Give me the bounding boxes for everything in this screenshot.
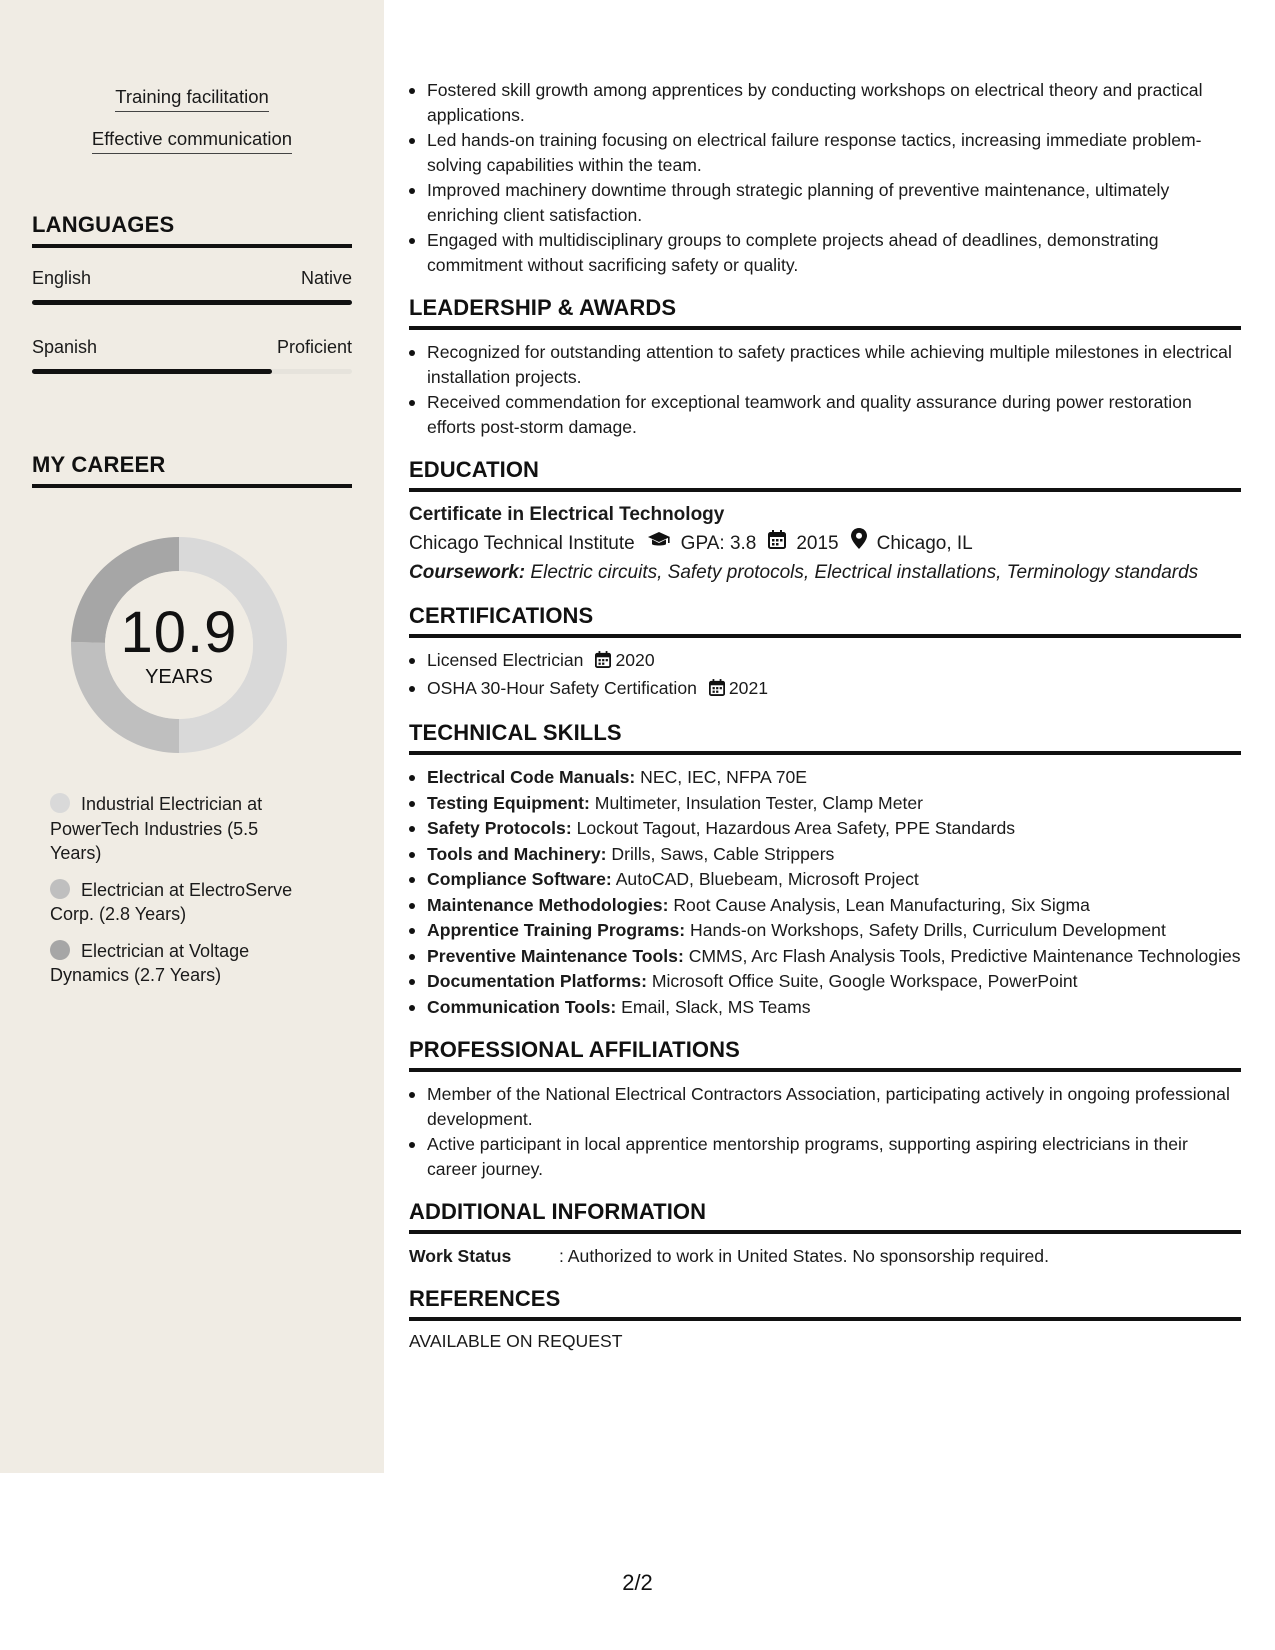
certifications-heading: CERTIFICATIONS <box>409 603 1241 638</box>
leadership-item: Recognized for outstanding attention to safety practices while achieving multiple milestones in electrical installation projects. <box>409 340 1241 389</box>
skill-values: Lockout Tagout, Hazardous Area Safety, PPE Standards <box>571 818 1016 838</box>
skill-tags <box>0 86 384 170</box>
education-year: 2015 <box>796 532 839 554</box>
education-coursework <box>409 561 1241 585</box>
career-legend-label: Electrician at ElectroServe Corp. (2.8 Years) <box>50 879 293 924</box>
education-meta <box>409 528 1241 559</box>
skill-values: Email, Slack, MS Teams <box>616 996 811 1017</box>
legend-dot <box>50 879 70 899</box>
leadership-heading: LEADERSHIP & AWARDS <box>409 295 1241 330</box>
language-row <box>32 337 352 358</box>
language-bar-fill <box>32 300 352 305</box>
technical-skill-item <box>409 867 1241 892</box>
graduation-cap-icon <box>647 529 671 559</box>
language-bar-fill <box>32 369 272 374</box>
certification-item <box>409 676 1241 703</box>
skill-tag: Training facilitation <box>115 86 269 112</box>
skill-category: Communication Tools: <box>427 996 617 1017</box>
career-legend-item <box>50 878 312 927</box>
technical-skill-item <box>409 995 1241 1020</box>
career-heading: MY CAREER <box>32 452 352 488</box>
skill-category: Preventive Maintenance Tools: <box>427 945 684 966</box>
legend-dot <box>50 940 70 960</box>
career-total-years: 10.9 <box>120 599 238 665</box>
experience-bullets <box>409 78 1241 277</box>
technical-skill-item <box>409 842 1241 867</box>
affiliations-heading: PROFESSIONAL AFFILIATIONS <box>409 1037 1241 1072</box>
languages-heading: LANGUAGES <box>32 212 352 248</box>
technical-skill-item <box>409 816 1241 841</box>
donut-center <box>66 532 292 758</box>
certification-year: 2020 <box>615 650 655 670</box>
calendar-icon <box>595 650 611 675</box>
certifications-list <box>409 648 1241 702</box>
skill-category: Testing Equipment: <box>427 792 590 813</box>
skill-category: Documentation Platforms: <box>427 971 647 991</box>
technical-skill-item <box>409 944 1241 969</box>
affiliations-list <box>409 1082 1241 1181</box>
career-legend-item <box>50 792 312 866</box>
technical-skill-item <box>409 893 1241 918</box>
legend-dot <box>50 793 70 813</box>
references-heading: REFERENCES <box>409 1286 1241 1321</box>
language-row <box>32 268 352 289</box>
skill-category: Apprentice Training Programs: <box>427 920 686 940</box>
coursework-text: Electric circuits, Safety protocols, Electrical installations, Terminology standards <box>525 562 1199 583</box>
skill-category: Compliance Software: <box>427 869 612 889</box>
affiliation-item: Active participant in local apprentice mentorship programs, supporting aspiring electricians in their career journey. <box>409 1132 1241 1181</box>
work-status-row <box>409 1244 1241 1268</box>
leadership-item: Received commendation for exceptional teamwork and quality assurance during power restoration efforts post-storm damage. <box>409 390 1241 439</box>
skill-category: Tools and Machinery: <box>427 843 607 864</box>
skill-values: CMMS, Arc Flash Analysis Tools, Predictive Maintenance Technologies <box>683 945 1241 966</box>
skill-values: Root Cause Analysis, Lean Manufacturing, Six Sigma <box>668 894 1090 915</box>
career-years-label: YEARS <box>145 665 213 688</box>
location-pin-icon <box>851 528 867 559</box>
skill-tag: Effective communication <box>92 128 292 154</box>
experience-bullet: Led hands-on training focusing on electrical failure response tactics, increasing immediate problem-solving capabilities within the team. <box>409 128 1241 177</box>
certification-name: Licensed Electrician <box>427 650 584 670</box>
technical-skills-heading: TECHNICAL SKILLS <box>409 720 1241 755</box>
technical-skill-item <box>409 969 1241 994</box>
sidebar <box>0 0 384 1473</box>
career-legend-item <box>50 939 312 988</box>
education-heading: EDUCATION <box>409 457 1241 492</box>
work-status-label: Work Status <box>409 1246 512 1266</box>
technical-skill-item <box>409 918 1241 943</box>
language-name: Spanish <box>32 337 98 357</box>
additional-info-heading: ADDITIONAL INFORMATION <box>409 1199 1241 1234</box>
calendar-icon <box>768 529 786 559</box>
career-legend <box>50 792 312 1000</box>
skill-values: Hands-on Workshops, Safety Drills, Curriculum Development <box>685 920 1166 940</box>
language-name: English <box>32 268 92 288</box>
language-level: Proficient <box>276 337 352 357</box>
career-legend-label: Electrician at Voltage Dynamics (2.7 Years) <box>50 940 250 985</box>
leadership-list <box>409 340 1241 439</box>
education-location: Chicago, IL <box>876 532 973 554</box>
certification-item <box>409 648 1241 675</box>
skill-values: Multimeter, Insulation Tester, Clamp Meter <box>589 792 924 813</box>
skill-values: NEC, IEC, NFPA 70E <box>635 767 808 787</box>
skill-category: Electrical Code Manuals: <box>427 767 636 787</box>
certification-name: OSHA 30-Hour Safety Certification <box>427 677 697 698</box>
coursework-label: Coursework: <box>409 562 526 583</box>
affiliation-item: Member of the National Electrical Contractors Association, participating actively in ongoing professional development. <box>409 1082 1241 1131</box>
skill-values: Drills, Saws, Cable Strippers <box>606 843 835 864</box>
technical-skills-list <box>409 765 1241 1019</box>
technical-skill-item <box>409 765 1241 790</box>
calendar-icon <box>709 678 725 703</box>
language-bar <box>32 300 352 305</box>
technical-skill-item <box>409 791 1241 816</box>
skill-category: Maintenance Methodologies: <box>427 894 669 915</box>
experience-bullet: Engaged with multidisciplinary groups to complete projects ahead of deadlines, demonstrating commitment without sacrificing safety or quality. <box>409 228 1241 277</box>
skill-values: AutoCAD, Bluebeam, Microsoft Project <box>611 869 919 889</box>
education-school: Chicago Technical Institute <box>409 532 635 554</box>
skill-values: Microsoft Office Suite, Google Workspace, PowerPoint <box>646 971 1078 991</box>
career-legend-label: Industrial Electrician at PowerTech Industries (5.5 Years) <box>50 794 263 863</box>
language-bar <box>32 369 352 374</box>
education-degree: Certificate in Electrical Technology <box>409 504 725 525</box>
certification-year: 2021 <box>728 677 769 698</box>
main-content <box>409 78 1241 1352</box>
language-level: Native <box>300 268 352 288</box>
skill-category: Safety Protocols: <box>427 818 572 838</box>
experience-bullet: Improved machinery downtime through strategic planning of preventive maintenance, ultimately enriching client satisfaction. <box>409 178 1241 227</box>
experience-bullet: Fostered skill growth among apprentices by conducting workshops on electrical theory and practical applications. <box>409 78 1241 127</box>
references-text: AVAILABLE ON REQUEST <box>409 1331 623 1351</box>
work-status-value: : Authorized to work in United States. No sponsorship required. <box>559 1246 1049 1266</box>
page-number: 2/2 <box>622 1570 653 1595</box>
career-donut-chart <box>66 532 292 758</box>
education-gpa: GPA: 3.8 <box>680 532 757 554</box>
